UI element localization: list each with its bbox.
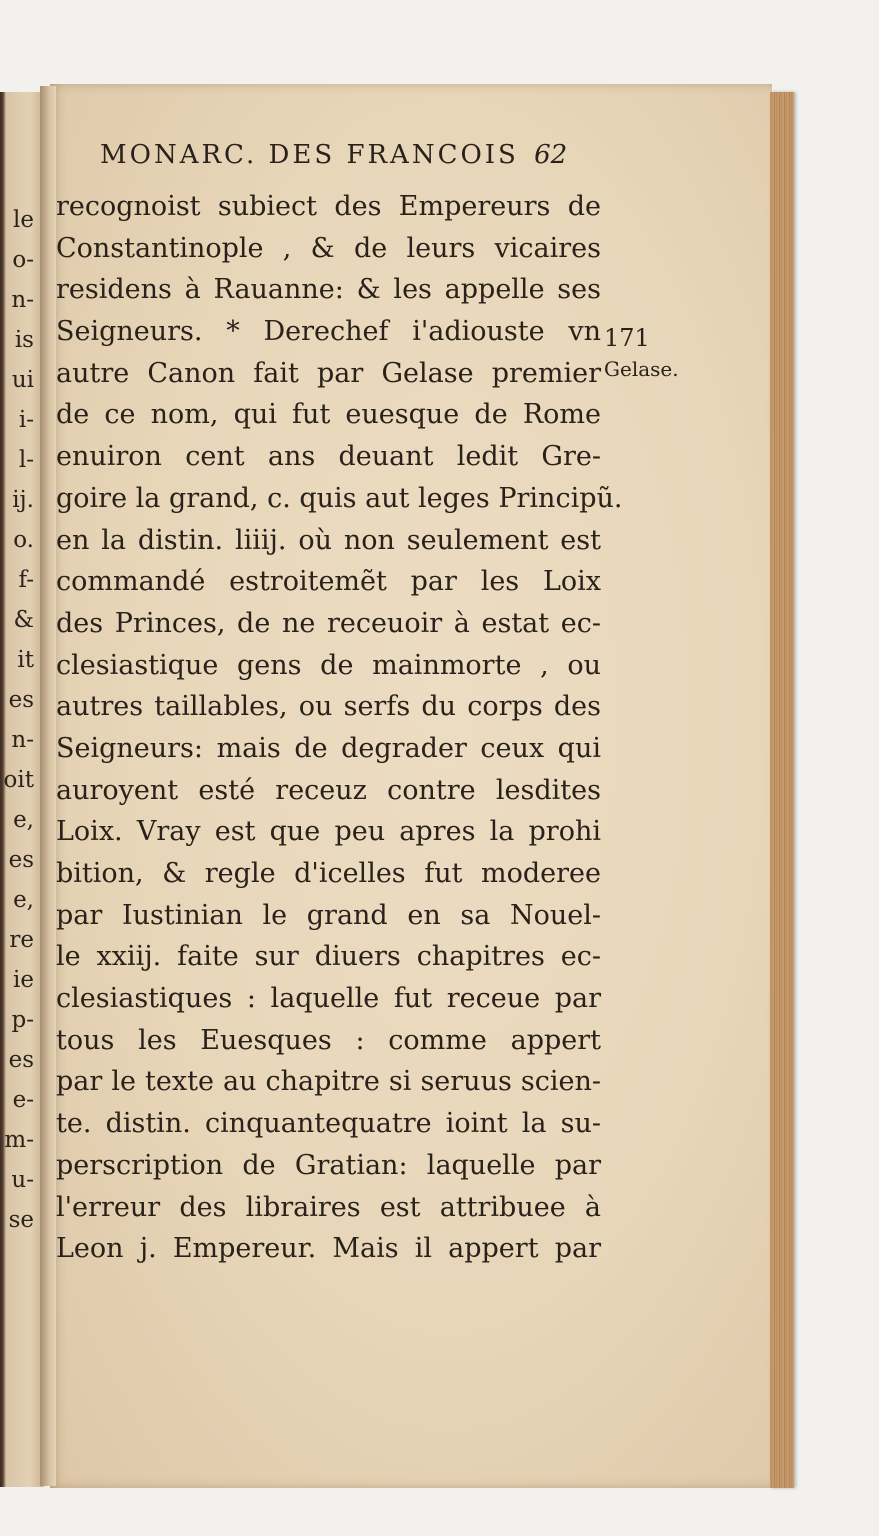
previous-page-fragment: &	[13, 607, 34, 633]
previous-page-fragment: e-	[12, 1087, 34, 1113]
text-line: Leon j. Empereur. Mais il appert par	[56, 1233, 601, 1265]
text-line: Seigneurs. * Derechef i'adiouste vn	[56, 316, 601, 348]
previous-page-fragment: ie	[13, 967, 34, 993]
previous-page-fragment: ij.	[12, 487, 34, 513]
text-line: clesiastiques : laquelle fut receue par	[56, 983, 601, 1015]
text-line: residens à Rauanne: & les appelle ses	[56, 274, 601, 306]
text-line: goire la grand, c. quis aut leges Principũ.	[56, 482, 623, 514]
previous-page-fragment: e,	[13, 807, 34, 833]
previous-page-fragment: ui	[11, 367, 34, 393]
previous-page-fragment: es	[8, 847, 34, 873]
text-line: tous les Euesques : comme appert	[56, 1024, 601, 1056]
text-line: l'erreur des libraires est attribuee à	[56, 1191, 601, 1223]
text-line: Seigneurs: mais de degrader ceux qui	[56, 732, 601, 764]
text-line: auroyent esté receuz contre lesdites	[56, 774, 601, 806]
text-line: commandé estroitemẽt par les Loix	[56, 566, 601, 598]
previous-page-fragment: n-	[11, 727, 34, 753]
previous-page-text-fragments	[0, 200, 34, 1240]
previous-page-fragment: o-	[12, 247, 34, 273]
previous-page-fragment: le	[13, 207, 34, 233]
text-line: recognoist subiect des Empereurs de	[56, 191, 601, 222]
previous-page-fragment: m-	[4, 1127, 34, 1153]
margin-note-number: 171	[604, 324, 650, 352]
body-text	[56, 186, 623, 1270]
previous-page-fragment: re	[9, 927, 34, 953]
previous-page-fragment: is	[14, 327, 34, 353]
page-block-edge	[770, 92, 794, 1488]
margin-note	[604, 322, 694, 384]
text-line: des Princes, de ne receuoir à estat ec-	[56, 607, 601, 639]
text-line: par le texte au chapitre si seruus scien-	[56, 1066, 601, 1098]
text-line: enuiron cent ans deuant ledit Gre-	[56, 441, 601, 473]
previous-page-fragment: es	[8, 687, 34, 713]
text-line: le xxiij. faite sur diuers chapitres ec-	[56, 941, 601, 973]
text-line: te. distin. cinquantequatre ioint la su-	[56, 1108, 601, 1140]
text-line: clesiastique gens de mainmorte , ou	[56, 649, 601, 681]
text-line: autres taillables, ou serfs du corps des	[56, 691, 601, 723]
previous-page-fragment: o.	[13, 527, 34, 553]
previous-page-fragment: n-	[11, 287, 34, 313]
previous-page-fragment: it	[17, 647, 34, 673]
running-title: MONARC. DES FRANCOIS	[100, 140, 519, 170]
previous-page-fragment: se	[8, 1207, 34, 1233]
book-gutter	[40, 86, 56, 1486]
text-line: de ce nom, qui fut euesque de Rome	[56, 399, 601, 431]
text-line: en la distin. liiij. où non seulement est	[56, 524, 601, 556]
previous-page-fragment: oit	[3, 767, 34, 793]
previous-page-fragment: e,	[13, 887, 34, 913]
margin-note-word: Gelase.	[604, 357, 679, 381]
previous-page-fragment: p-	[11, 1007, 34, 1033]
previous-page-fragment: f-	[18, 567, 34, 593]
text-line: Constantinople , & de leurs vicaires	[56, 232, 601, 264]
previous-page-fragment: u-	[11, 1167, 34, 1193]
text-line: perscription de Gratian: laquelle par	[56, 1149, 601, 1181]
text-line: par Iustinian le grand en sa Nouel-	[56, 899, 601, 931]
previous-page-fragment: i-	[18, 407, 34, 433]
text-line: Loix. Vray est que peu apres la prohi	[56, 816, 601, 848]
previous-page-fragment: es	[8, 1047, 34, 1073]
previous-page-fragment: l-	[18, 447, 34, 473]
running-header	[100, 140, 600, 170]
text-line: autre Canon fait par Gelase premier	[56, 357, 601, 389]
text-line: bition, & regle d'icelles fut moderee	[56, 858, 601, 889]
page-number: 62	[534, 140, 568, 170]
